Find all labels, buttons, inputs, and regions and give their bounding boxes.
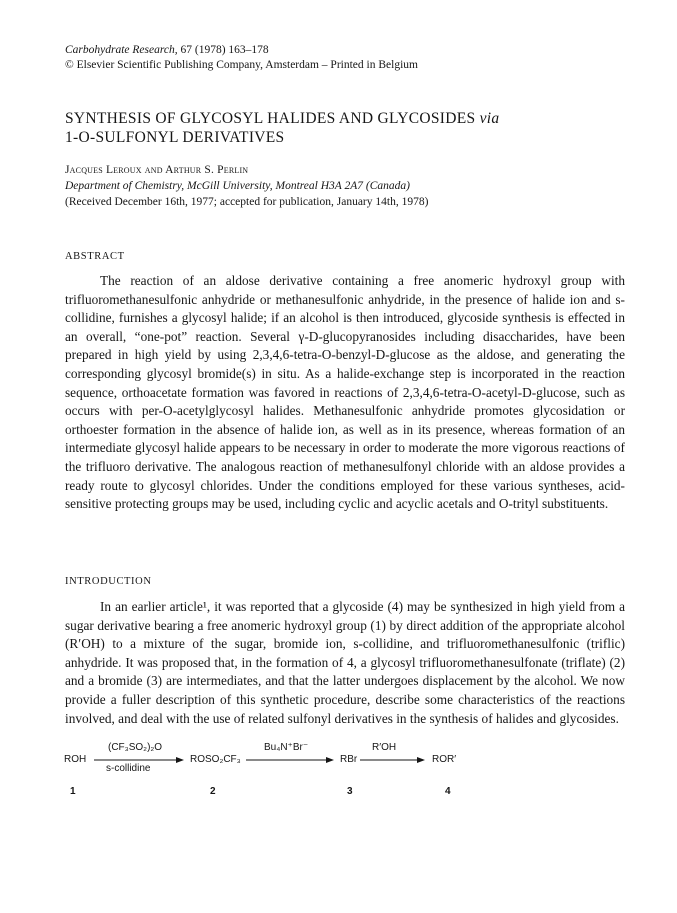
introduction-text-block: [65, 598, 625, 728]
compound-1-formula: ROH: [64, 754, 87, 765]
reagent-1-bottom: s-collidine: [106, 763, 151, 774]
arrow-3-head: [417, 757, 425, 763]
abstract-text: The reaction of an aldose derivative containing a free anomeric hydroxyl group with trifluoromethanesulfonic anhydride or methanesulfonic anhydride, in the presence of halide ion and s-collidine, furnishes a glycosyl halide; if an alcohol is then introduced, glycoside synthesis is effected in an overall, “one-pot” reaction. Several γ-D-glucopyranosides including disaccharides, have been prepared in high yield by using 2,3,4,6-tetra-O-benzyl-D-glucose as the aldose, and generating the corresponding glycosyl bromide(s) in situ. As a halide-exchange step is incorporated in the reaction sequence, orthoacetate formation was favored in reactions of 2,3,4,6-tetra-O-acetyl-D-glucose, such as occurs with per-O-acetylglycosyl halides. Methanesulfonic anhydride promotes glycosidation or orthoester formation in the absence of halide ion, as well as in its presence, whereas formation of an intermediate glycosyl halide appears to be necessary in order to moderate the more vigorous reactions of the trifluoro derivative. The analogous reaction of methanesulfonyl chloride with an aldose provides a ready route to glycosyl chlorides. Under the conditions employed for these various syntheses, acid-sensitive protecting groups may be used, including cyclic and acyclic acetals and O-trityl substituents.: [65, 273, 625, 512]
abstract-heading: ABSTRACT: [65, 251, 125, 262]
reagent-2-top: Bu₄N⁺Br⁻: [264, 742, 309, 753]
journal-volume-pages: 67 (1978) 163–178: [177, 44, 269, 56]
abstract-text-block: [65, 272, 625, 514]
received-dates: (Received December 16th, 1977; accepted for publication, January 14th, 1978): [65, 196, 429, 208]
compound-2-formula: ROSO₂CF₃: [190, 754, 241, 765]
title-line-1: SYNTHESIS OF GLYCOSYL HALIDES AND GLYCOSIDES: [65, 110, 476, 127]
compound-number-3: 3: [347, 786, 353, 797]
title-line-2: 1-O-SULFONYL DERIVATIVES: [65, 129, 285, 146]
article-title: [65, 109, 625, 147]
compound-4-formula: ROR′: [432, 754, 457, 765]
reaction-scheme: [60, 742, 480, 858]
reagent-3-top: R′OH: [372, 742, 397, 753]
arrow-1-head: [176, 757, 184, 763]
compound-3-formula: RBr: [340, 754, 358, 765]
title-via: via: [479, 110, 500, 127]
compound-number-4: 4: [445, 786, 451, 797]
compound-number-2: 2: [210, 786, 216, 797]
copyright-line: © Elsevier Scientific Publishing Company, Amsterdam – Printed in Belgium: [65, 59, 418, 71]
author-list: Jacques Leroux and Arthur S. Perlin: [65, 164, 249, 176]
reagent-1-top: (CF₃SO₂)₂O: [108, 742, 163, 753]
introduction-text: In an earlier article¹, it was reported that a glycoside (4) may be synthesized in high yield from a sugar derivative bearing a free anomeric hydroxyl group (1) by direct addition of the appropriate alcohol (R′OH) to a mixture of the sugar, bromide ion, s-collidine, and trifluoromethanesulfonic (triflic) anhydride. It was proposed that, in the formation of 4, a glycosyl trifluoromethanesulfonate (triflate) (2) and a bromide (3) are intermediates, and that the latter undergoes displacement by the alcohol. We now provide a fuller description of this synthetic procedure, describe some characteristics of the reactions involved, and deal with the use of related sulfonyl derivatives in the synthesis of halides and glycosides.: [65, 599, 625, 726]
journal-name: Carbohydrate Research,: [65, 44, 178, 56]
arrow-2-head: [326, 757, 334, 763]
affiliation: Department of Chemistry, McGill University, Montreal H3A 2A7 (Canada): [65, 180, 410, 192]
compound-number-1: 1: [70, 786, 76, 797]
introduction-heading: INTRODUCTION: [65, 576, 152, 587]
journal-citation: [65, 43, 269, 57]
